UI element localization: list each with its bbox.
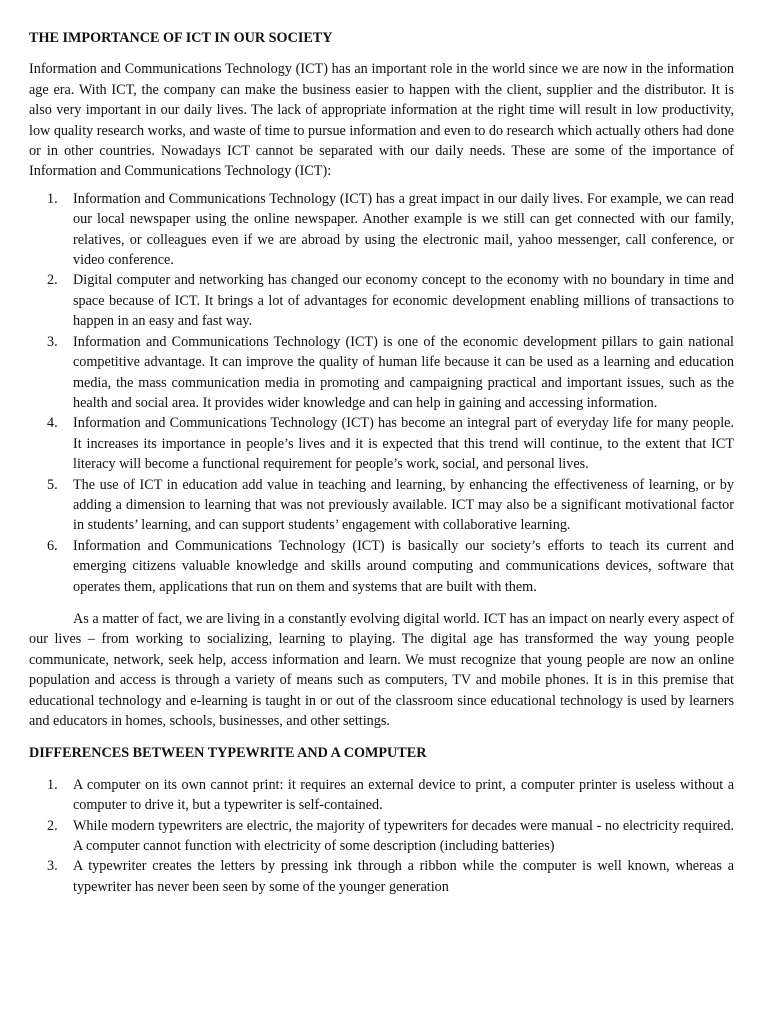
list-item-text: While modern typewriters are electric, the majority of typewriters for decades were manual - no electricity required. A computer cannot function with electricity of some description (including batteries) bbox=[73, 817, 734, 855]
list-item-text: Information and Communications Technology (ICT) has a great impact in our daily lives. For example, we can read our local newspaper using the online newspaper. Another example is we still can get connected with our family, relatives, or colleagues even if we are abroad by using the electronic mail, yahoo messenger, call conference, or video conference. bbox=[73, 190, 734, 269]
list-item bbox=[29, 332, 734, 414]
spacer bbox=[29, 182, 734, 189]
closing-paragraph: As a matter of fact, we are living in a constantly evolving digital world. ICT has an impact on nearly every aspect of our lives – from working to socializing, learning to playing. The digital age has transformed the way young people communicate, network, seek help, access information and learn. We must recognize that young people are now an online population and access is through a variety of means such as computers, TV and mobile phones. It is in this premise that educational technology and e-learning is taught in or out of the classroom since educational technology is used by learners and educators in homes, schools, businesses, and other settings. bbox=[29, 610, 734, 729]
list-number: 4. bbox=[47, 415, 58, 432]
spacer bbox=[29, 731, 734, 743]
intro-paragraph: Information and Communications Technology (ICT) has an important role in the world since we are now in the information age era. With ICT, the company can make the business easier to happen with the client, supplier and the distributor. It is also very important in our daily lives. The lack of appropriate information at the right time will result in low productivity, low quality research works, and waste of time to pursue information and even to do research which actually others had done or in other countries. Nowadays ICT cannot be separated with our daily needs. These are some of the importance of Information and Communications Technology (ICT): bbox=[29, 61, 734, 180]
ict-importance-list bbox=[29, 189, 734, 597]
section-heading-ict-importance: THE IMPORTANCE OF ICT IN OUR SOCIETY bbox=[29, 30, 333, 46]
spacer bbox=[29, 597, 734, 609]
list-item bbox=[29, 775, 734, 816]
list-item-text: Digital computer and networking has changed our economy concept to the economy with no boundary in time and space because of ICT. It brings a lot of advantages for economic development enabling millions of transactions to happen in an easy and fast way. bbox=[73, 272, 734, 330]
list-item-text: Information and Communications Technology (ICT) is basically our society’s efforts to teach its current and emerging citizens valuable knowledge and skills around computing and communications devices, software that operates them, applications that run on them and systems that are built with them. bbox=[73, 537, 734, 595]
list-item bbox=[29, 189, 734, 271]
list-item bbox=[29, 413, 734, 474]
list-number: 3. bbox=[47, 858, 58, 875]
list-number: 2. bbox=[47, 272, 58, 289]
list-item bbox=[29, 536, 734, 597]
list-number: 6. bbox=[47, 537, 58, 554]
section-heading-differences: DIFFERENCES BETWEEN TYPEWRITE AND A COMPUTER bbox=[29, 745, 427, 762]
document-page bbox=[29, 28, 734, 897]
list-item bbox=[29, 475, 734, 536]
list-item-text: A typewriter creates the letters by pressing ink through a ribbon while the computer is well known, whereas a typewriter has never been seen by some of the younger generation bbox=[73, 858, 734, 895]
list-item-text: A computer on its own cannot print: it requires an external device to print, a computer printer is useless without a computer to drive it, but a typewriter is self-contained. bbox=[73, 776, 734, 814]
list-item bbox=[29, 816, 734, 857]
list-item-text: The use of ICT in education add value in teaching and learning, by enhancing the effectiveness of learning, or by adding a dimension to learning that was not previously available. ICT may also be a significant motivational factor in students’ learning, and can support students’ engagement with collaborative learning. bbox=[73, 476, 734, 534]
list-number: 1. bbox=[47, 190, 58, 207]
list-item bbox=[29, 270, 734, 331]
list-item-text: Information and Communications Technology (ICT) is one of the economic development pillars to gain national competitive advantage. It can improve the quality of human life because it can be used as a learning and education media, the mass communication media in promoting and campaigning practical and important issues, such as the health and social area. It provides wider knowledge and can help in gaining and accessing information. bbox=[73, 333, 734, 411]
list-number: 1. bbox=[47, 776, 58, 793]
list-number: 5. bbox=[47, 476, 58, 493]
differences-list bbox=[29, 775, 734, 897]
list-item bbox=[29, 856, 734, 897]
list-number: 2. bbox=[47, 817, 58, 834]
list-item-text: Information and Communications Technology (ICT) has become an integral part of everyday life for many people. It increases its importance in people’s lives and it is expected that this trend will continue, to the extent that ICT literacy will become a functional requirement for people’s work, social, and personal lives. bbox=[73, 415, 734, 473]
list-number: 3. bbox=[47, 333, 58, 350]
